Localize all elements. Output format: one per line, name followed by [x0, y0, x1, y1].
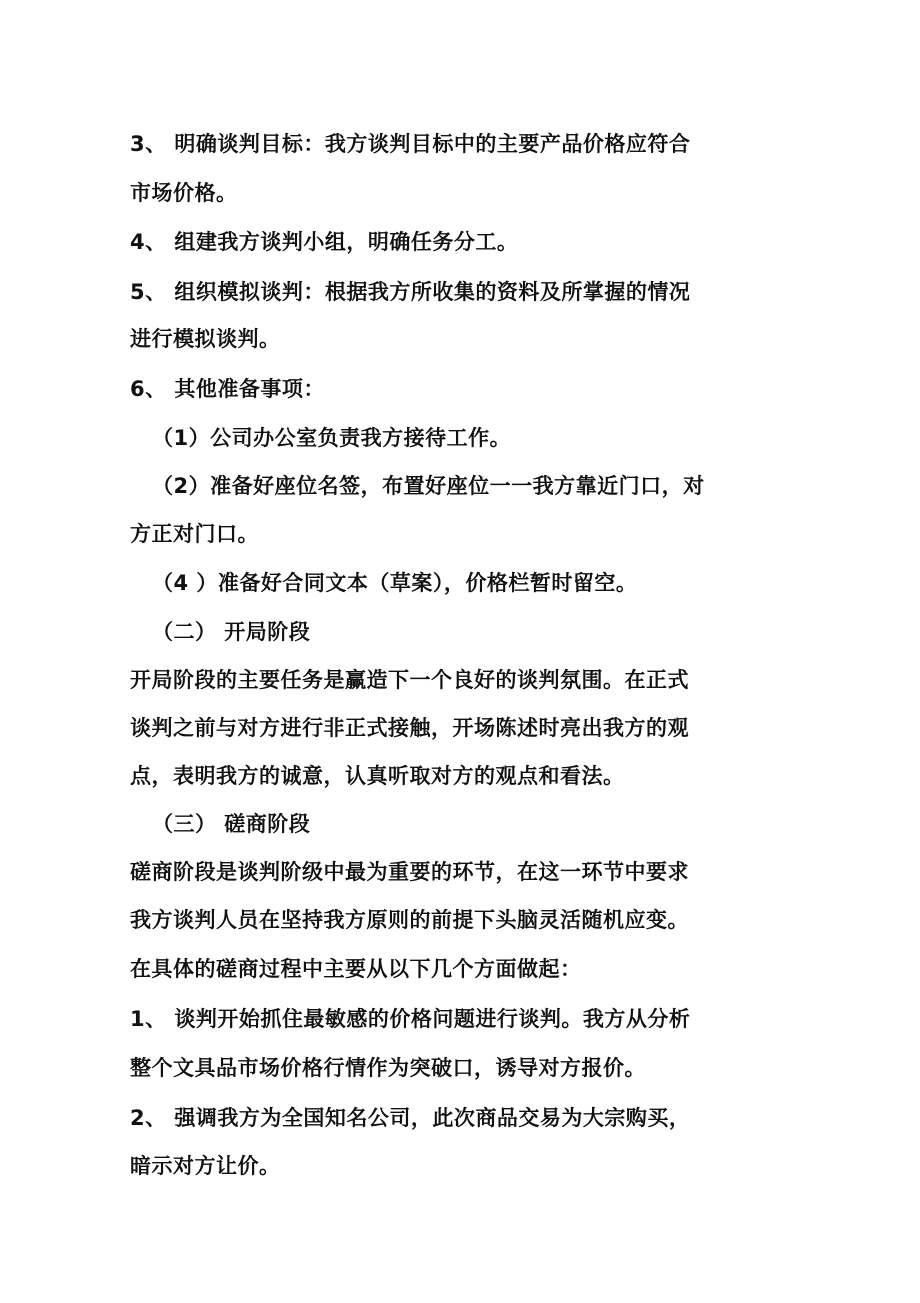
- sub-item-2-cont: 方正对门口。: [130, 522, 259, 546]
- negotiation-item-1: 1、 谈判开始抓住最敏感的价格问题进行谈判。我方从分析: [130, 1007, 691, 1031]
- section-heading-opening: （二） 开局阶段: [152, 620, 311, 644]
- team-item-4: 4、 组建我方谈判小组，明确任务分工。: [130, 230, 519, 254]
- sub-item-4: （4 ）准备好合同文本（草案），价格栏暂时留空。: [152, 571, 638, 595]
- goal-item-3-cont: 市场价格。: [130, 181, 238, 205]
- section-heading-negotiation: （三） 磋商阶段: [152, 812, 311, 836]
- negotiation-item-2-cont: 暗示对方让价。: [130, 1154, 281, 1178]
- sub-item-2: （2）准备好座位名签，布置好座位一一我方靠近门口，对: [152, 474, 705, 498]
- opening-paragraph-line-2: 谈判之前与对方进行非正式接触，开场陈述时亮出我方的观: [130, 716, 689, 740]
- negotiation-paragraph-line-3: 在具体的磋商过程中主要从以下几个方面做起：: [130, 957, 582, 981]
- negotiation-paragraph-line-2: 我方谈判人员在坚持我方原则的前提下头脑灵活随机应变。: [130, 908, 689, 932]
- opening-paragraph-line-1: 开局阶段的主要任务是赢造下一个良好的谈判氛围。在正式: [130, 668, 689, 692]
- mock-item-5-cont: 进行模拟谈判。: [130, 327, 281, 351]
- negotiation-paragraph-line-1: 磋商阶段是谈判阶级中最为重要的环节，在这一环节中要求: [130, 860, 689, 884]
- goal-item-3: 3、 明确谈判目标：我方谈判目标中的主要产品价格应符合: [130, 132, 691, 156]
- other-item-6: 6、 其他准备事项：: [130, 377, 325, 401]
- negotiation-item-1-cont: 整个文具品市场价格行情作为突破口，诱导对方报价。: [130, 1056, 646, 1080]
- mock-item-5: 5、 组织模拟谈判：根据我方所收集的资料及所掌握的情况: [130, 280, 691, 304]
- sub-item-1: （1）公司办公室负责我方接待工作。: [152, 426, 512, 450]
- negotiation-item-2: 2、 强调我方为全国知名公司，此次商品交易为大宗购买，: [130, 1106, 691, 1130]
- opening-paragraph-line-3: 点，表明我方的诚意，认真听取对方的观点和看法。: [130, 764, 625, 788]
